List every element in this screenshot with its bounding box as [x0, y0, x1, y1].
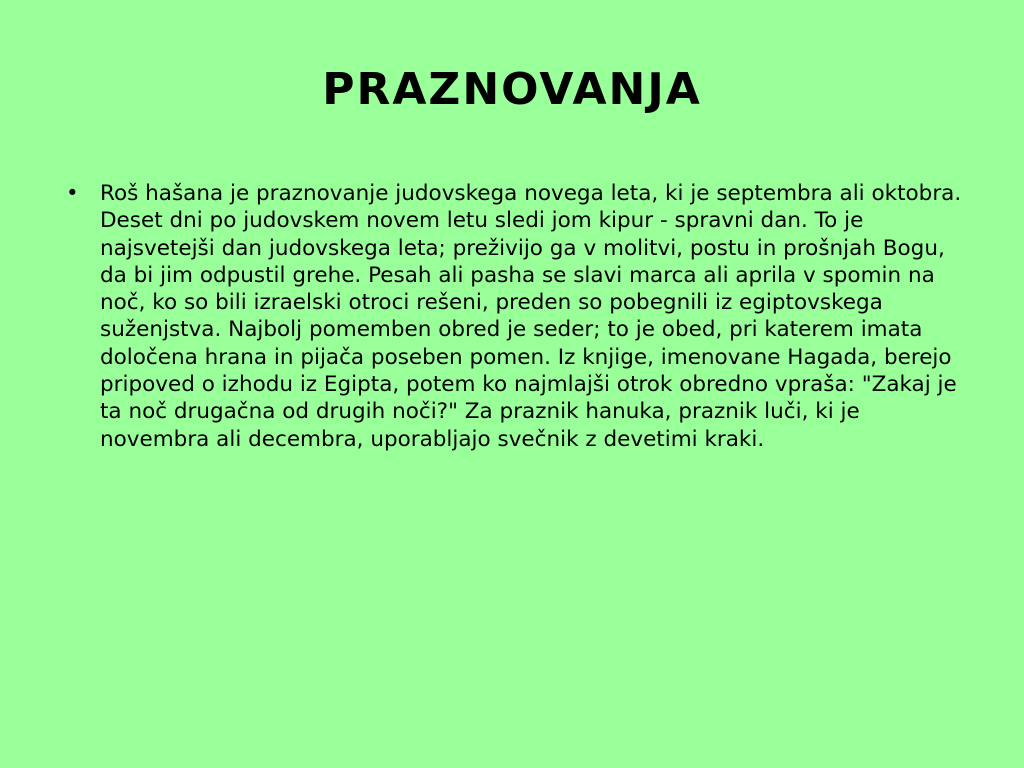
slide-title: PRAZNOVANJA — [322, 64, 702, 115]
bullet-item — [66, 180, 966, 453]
bullet-list — [66, 180, 966, 453]
bullet-icon: • — [66, 181, 79, 206]
bullet-text: Roš hašana je praznovanje judovskega novega leta, ki je septembra ali oktobra. Deset dni po judovskem novem letu sledi jom kipur - spravni dan. To je najsvetejši dan judovskega leta; preživijo ga v molitvi, postu in prošnjah Bogu, da bi jim odpustil grehe. Pesah ali pasha se slavi marca ali aprila v spomin na noč, ko so bili izraelski otroci rešeni, preden so pobegnili iz egiptovskega suženjstva. Najbolj pomemben obred je seder; to je obed, pri katerem imata določena hrana in pijača poseben pomen. Iz knjige, imenovane Hagada, berejo pripoved o izhodu iz Egipta, potem ko najmlajši otrok obredno vpraša: "Zakaj je ta noč drugačna od drugih noči?" Za praznik hanuka, praznik luči, ki je novembra ali decembra, uporabljajo svečnik z devetimi kraki. — [100, 181, 962, 452]
